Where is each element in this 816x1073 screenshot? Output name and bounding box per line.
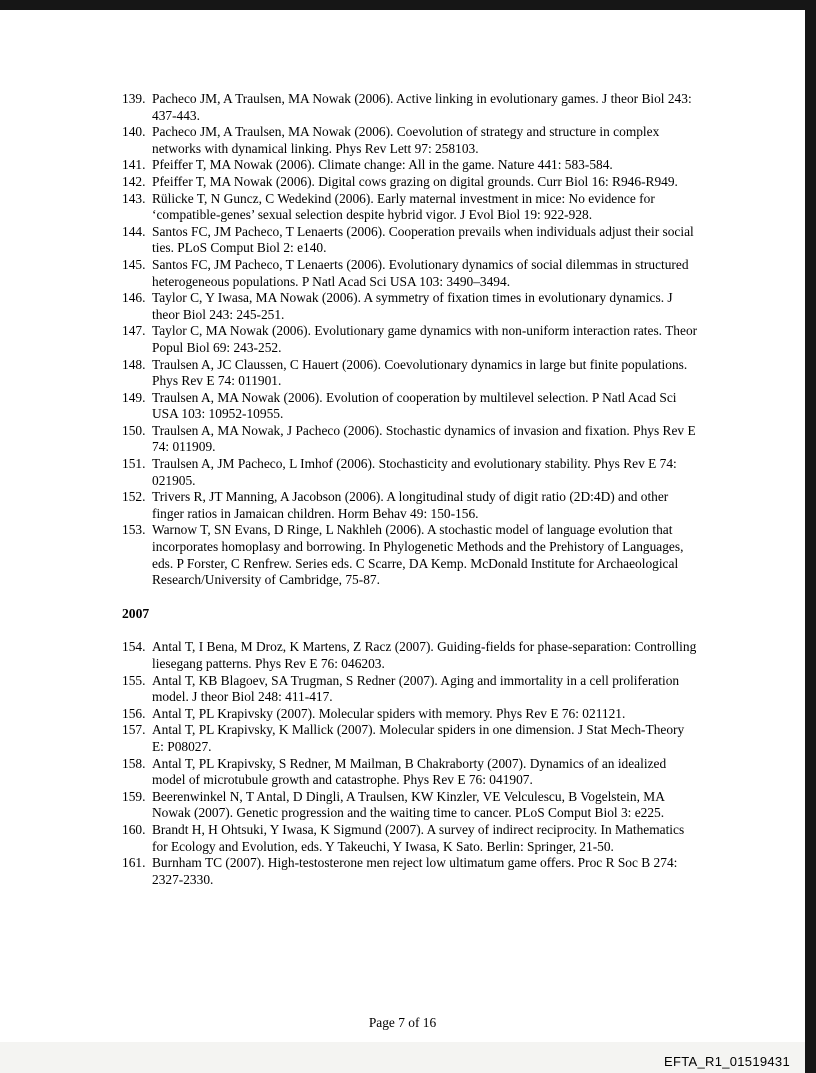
reference-entry — [122, 639, 699, 672]
reference-entry — [122, 224, 699, 257]
reference-text: Traulsen A, JC Claussen, C Hauert (2006). Coevolutionary dynamics in large but finite populations. Phys Rev E 74: 011901. — [152, 356, 688, 389]
reference-entry — [122, 756, 699, 789]
reference-entry — [122, 390, 699, 423]
reference-number: 154. — [122, 639, 146, 655]
reference-number: 147. — [122, 323, 146, 339]
bates-stamp: EFTA_R1_01519431 — [664, 1054, 790, 1069]
reference-entry — [122, 722, 699, 755]
reference-text: Pfeiffer T, MA Nowak (2006). Digital cows grazing on digital grounds. Curr Biol 16: R946-R949. — [152, 173, 678, 189]
reference-entry — [122, 822, 699, 855]
reference-entry — [122, 489, 699, 522]
reference-entry — [122, 323, 699, 356]
reference-entry — [122, 673, 699, 706]
reference-text: Antal T, PL Krapivsky, S Redner, M Mailman, B Chakraborty (2007). Dynamics of an idealized model of microtubule growth and catastrophe. Phys Rev E 76: 041907. — [152, 755, 667, 788]
reference-text: Warnow T, SN Evans, D Ringe, L Nakhleh (2006). A stochastic model of language evolution that incorporates homoplasy and borrowing. In Phylogenetic Methods and the Prehistory of Languages, eds. P Forster, C Renfrew. Series eds. C Scarre, DA Kemp. McDonald Institute for Archaeological Research/University of Cambridge, 75-87. — [152, 522, 684, 588]
page-number: Page 7 of 16 — [368, 1015, 437, 1030]
reference-number: 159. — [122, 788, 146, 804]
reference-entry — [122, 357, 699, 390]
reference-text: Beerenwinkel N, T Antal, D Dingli, A Traulsen, KW Kinzler, VE Velculescu, B Vogelstein, MA Nowak (2007). Genetic progression and the waiting time to cancer. PLoS Comput Biol 3: e225. — [152, 788, 665, 821]
reference-list — [0, 10, 805, 888]
scan-edge-top — [0, 0, 816, 10]
reference-text: Burnham TC (2007). High-testosterone men reject low ultimatum game offers. Proc R Soc B 274: 2327-2330. — [152, 855, 678, 887]
reference-text: Trivers R, JT Manning, A Jacobson (2006). A longitudinal study of digit ratio (2D:4D) and other finger ratios in Jamaican children. Horm Behav 49: 150-156. — [152, 489, 669, 521]
reference-number: 149. — [122, 389, 146, 405]
reference-text: Taylor C, MA Nowak (2006). Evolutionary game dynamics with non-uniform interaction rates. Theor Popul Biol 69: 243-252. — [152, 323, 698, 355]
reference-text: Pacheco JM, A Traulsen, MA Nowak (2006). Coevolution of strategy and structure in complex networks with dynamical linking. Phys Rev Lett 97: 258103. — [152, 124, 660, 156]
reference-text: Antal T, I Bena, M Droz, K Martens, Z Racz (2007). Guiding-fields for phase-separation: Controlling liesegang patterns. Phys Rev E 76: 046203. — [152, 639, 697, 671]
reference-number: 148. — [122, 356, 146, 372]
reference-text: Traulsen A, MA Nowak (2006). Evolution of cooperation by multilevel selection. P Natl Acad Sci USA 103: 10952-10955. — [152, 389, 677, 422]
reference-number: 152. — [122, 489, 146, 505]
reference-text: Traulsen A, MA Nowak, J Pacheco (2006). Stochastic dynamics of invasion and fixation. Phys Rev E 74: 011909. — [152, 422, 696, 455]
reference-entry — [122, 157, 699, 174]
reference-entry — [122, 174, 699, 191]
reference-number: 157. — [122, 722, 146, 738]
reference-text: Antal T, KB Blagoev, SA Trugman, S Redner (2007). Aging and immortality in a cell proliferation model. J theor Biol 248: 411-417. — [152, 672, 680, 705]
reference-entry — [122, 124, 699, 157]
reference-entry — [122, 706, 699, 723]
reference-number: 146. — [122, 290, 146, 306]
reference-number: 150. — [122, 422, 146, 438]
reference-number: 155. — [122, 672, 146, 688]
reference-entry — [122, 789, 699, 822]
reference-number: 161. — [122, 855, 146, 871]
reference-number: 151. — [122, 456, 146, 472]
reference-text: Rülicke T, N Guncz, C Wedekind (2006). Early maternal investment in mice: No evidence for ‘compatible-genes’ sexual selection despite hybrid vigor. J Evol Biol 19: 922-928. — [152, 190, 655, 223]
reference-entry — [122, 855, 699, 888]
reference-number: 153. — [122, 522, 146, 538]
reference-entry — [122, 522, 699, 588]
reference-entry — [122, 91, 699, 124]
section-heading: 2007 — [122, 605, 150, 621]
reference-text: Taylor C, Y Iwasa, MA Nowak (2006). A symmetry of fixation times in evolutionary dynamics. J theor Biol 243: 245-251. — [152, 290, 673, 322]
reference-text: Santos FC, JM Pacheco, T Lenaerts (2006). Evolutionary dynamics of social dilemmas in structured heterogeneous populations. P Natl Acad Sci USA 103: 3490–3494. — [152, 256, 689, 289]
reference-number: 144. — [122, 223, 146, 239]
reference-number: 158. — [122, 755, 146, 771]
reference-number: 156. — [122, 705, 146, 721]
reference-text: Santos FC, JM Pacheco, T Lenaerts (2006). Cooperation prevails when individuals adjust their social ties. PLoS Comput Biol 2: e140. — [152, 223, 694, 256]
reference-entry — [122, 423, 699, 456]
reference-entry — [122, 456, 699, 489]
reference-text: Pfeiffer T, MA Nowak (2006). Climate change: All in the game. Nature 441: 583-584. — [152, 157, 613, 173]
reference-number: 143. — [122, 190, 146, 206]
reference-number: 141. — [122, 157, 146, 173]
reference-number: 142. — [122, 173, 146, 189]
reference-number: 140. — [122, 124, 146, 140]
reference-text: Antal T, PL Krapivsky, K Mallick (2007). Molecular spiders in one dimension. J Stat Mech-Theory E: P08027. — [152, 722, 685, 754]
reference-text: Pacheco JM, A Traulsen, MA Nowak (2006). Active linking in evolutionary games. J theor Biol 243: 437-443. — [152, 91, 692, 123]
reference-text: Brandt H, H Ohtsuki, Y Iwasa, K Sigmund (2007). A survey of indirect reciprocity. In Mathematics for Ecology and Evolution, eds. Y Takeuchi, Y Iwasa, K Sato. Berlin: Springer, 21-50. — [152, 821, 685, 854]
reference-text: Traulsen A, JM Pacheco, L Imhof (2006). Stochasticity and evolutionary stability. Phys Rev E 74: 021905. — [152, 456, 677, 488]
document-page — [0, 10, 805, 1042]
reference-entry — [122, 191, 699, 224]
reference-entry — [122, 290, 699, 323]
reference-number: 139. — [122, 91, 146, 106]
scan-edge-right — [805, 0, 816, 1073]
reference-number: 160. — [122, 821, 146, 837]
reference-number: 145. — [122, 256, 146, 272]
reference-text: Antal T, PL Krapivsky (2007). Molecular spiders with memory. Phys Rev E 76: 021121. — [152, 705, 626, 721]
reference-entry — [122, 257, 699, 290]
